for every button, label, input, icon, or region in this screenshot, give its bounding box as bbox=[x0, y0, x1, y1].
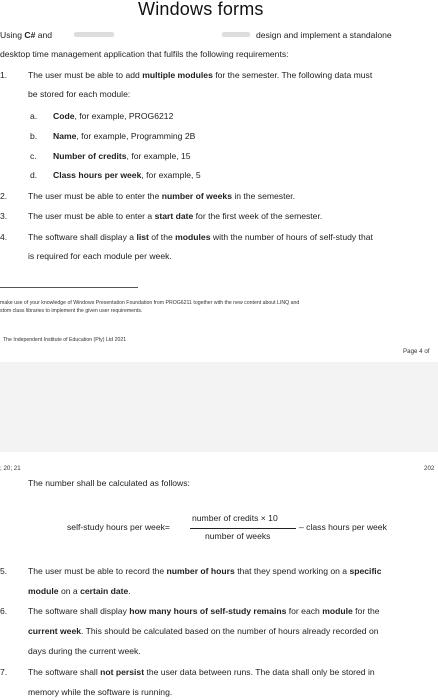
item-letter: a. bbox=[30, 111, 38, 121]
bold-text: number of weeks bbox=[161, 191, 232, 201]
text: for each bbox=[286, 606, 323, 616]
req-4-text-2: is required for each module per week. bbox=[28, 251, 172, 261]
text: The software shall display a bbox=[28, 232, 137, 242]
req-5-text bbox=[28, 565, 381, 578]
bold-text: start date bbox=[154, 211, 194, 221]
bold-text: specific bbox=[349, 566, 382, 576]
req-6-text bbox=[28, 605, 380, 618]
intro-line-1-end: design and implement a standalone bbox=[256, 30, 392, 40]
page-title: Windows forms bbox=[138, 0, 264, 19]
formula-rhs: – class hours per week bbox=[299, 522, 387, 532]
item-rest: , for example, 5 bbox=[141, 170, 201, 180]
text: of the bbox=[148, 232, 176, 242]
footer-institute: The Independent Institute of Education (Pty) Ltd 2021 bbox=[3, 337, 127, 343]
formula-fraction-bar bbox=[190, 528, 296, 529]
item-label: Code bbox=[53, 111, 75, 121]
footnote-rule bbox=[0, 287, 138, 288]
bold-text: current week bbox=[28, 626, 82, 636]
text: for the semester. The following data must bbox=[212, 70, 373, 80]
intro-line-1 bbox=[0, 29, 52, 42]
req-5-number: 5. bbox=[0, 566, 8, 576]
req-2-text bbox=[28, 190, 295, 203]
req-5-text-2 bbox=[28, 585, 131, 598]
text: The user must be able to record the bbox=[28, 566, 167, 576]
bold-text: how many hours of self-study remains bbox=[129, 606, 287, 616]
req-4-number: 4. bbox=[0, 232, 8, 242]
obscured-text bbox=[222, 32, 250, 37]
formula-denominator: number of weeks bbox=[205, 531, 271, 541]
list-item-c bbox=[30, 150, 191, 163]
req-1-number: 1. bbox=[0, 70, 8, 80]
page-gap bbox=[0, 362, 438, 452]
text: The software shall bbox=[28, 667, 101, 677]
req-3-number: 3. bbox=[0, 211, 8, 221]
bold-text: not persist bbox=[100, 667, 145, 677]
text: with the number of hours of self-study that bbox=[210, 232, 373, 242]
list-item-d bbox=[30, 169, 201, 182]
text: . This should be calculated based on the number of hours already recorded on bbox=[81, 626, 379, 636]
footer-page-number: Page 4 of bbox=[403, 348, 430, 355]
bold-text: modules bbox=[175, 232, 211, 242]
req-7-text bbox=[28, 666, 375, 679]
text: that they spend working on a bbox=[234, 566, 350, 576]
bold-text: number of hours bbox=[166, 566, 235, 576]
bold-text: certain date bbox=[80, 586, 129, 596]
bold-text: multiple modules bbox=[142, 70, 213, 80]
calc-intro: The number shall be calculated as follows: bbox=[28, 478, 190, 488]
item-rest: , for example, PROG6212 bbox=[74, 111, 174, 121]
req-7-text-2: memory while the software is running. bbox=[28, 687, 173, 697]
text: The software shall display bbox=[28, 606, 130, 616]
header-left: ; 20; 21 bbox=[0, 465, 21, 472]
item-label: Number of credits bbox=[53, 151, 127, 161]
item-rest: , for example, 15 bbox=[126, 151, 191, 161]
item-label: Class hours per week bbox=[53, 170, 142, 180]
req-6-text-3: days during the current week. bbox=[28, 646, 141, 656]
bold-text: list bbox=[136, 232, 149, 242]
text: for the bbox=[352, 606, 380, 616]
intro-text: and bbox=[35, 30, 53, 40]
req-7-number: 7. bbox=[0, 667, 8, 677]
text: in the semester. bbox=[231, 191, 296, 201]
intro-bold: C# bbox=[24, 30, 36, 40]
req-3-text bbox=[28, 210, 322, 223]
text: The user must be able to enter the bbox=[28, 191, 162, 201]
footnote-line-2: stom class libraries to implement the given user requirements. bbox=[0, 308, 143, 314]
formula-lhs: self-study hours per week= bbox=[67, 522, 170, 532]
item-letter: d. bbox=[30, 170, 38, 180]
item-label: Name bbox=[53, 131, 77, 141]
text: The user must be able to enter a bbox=[28, 211, 155, 221]
item-rest: , for example, Programming 2B bbox=[76, 131, 196, 141]
req-4-text bbox=[28, 231, 373, 244]
req-1-text bbox=[28, 69, 372, 82]
req-2-number: 2. bbox=[0, 191, 8, 201]
req-1-text-2: be stored for each module: bbox=[28, 89, 131, 99]
list-item-b bbox=[30, 130, 195, 143]
text: The user must be able to add bbox=[28, 70, 143, 80]
text: the user data between runs. The data shall only be stored in bbox=[144, 667, 375, 677]
obscured-text bbox=[74, 32, 114, 37]
req-6-number: 6. bbox=[0, 606, 8, 616]
req-6-text-2 bbox=[28, 625, 379, 638]
list-item-a bbox=[30, 110, 173, 123]
intro-text: Using bbox=[0, 30, 25, 40]
text: for the first week of the semester. bbox=[193, 211, 323, 221]
formula-numerator: number of credits × 10 bbox=[192, 513, 278, 523]
text: on a bbox=[58, 586, 81, 596]
footnote-line-1: make use of your knowledge of Windows Presentation Foundation from PROG6211 together with the new content about LINQ and bbox=[0, 300, 300, 306]
bold-text: module bbox=[322, 606, 353, 616]
item-letter: b. bbox=[30, 131, 38, 141]
bold-text: module bbox=[28, 586, 59, 596]
intro-line-2: desktop time management application that fulfils the following requirements: bbox=[0, 49, 289, 59]
header-right: 202 bbox=[424, 465, 435, 472]
text: . bbox=[128, 586, 131, 596]
item-letter: c. bbox=[30, 151, 37, 161]
